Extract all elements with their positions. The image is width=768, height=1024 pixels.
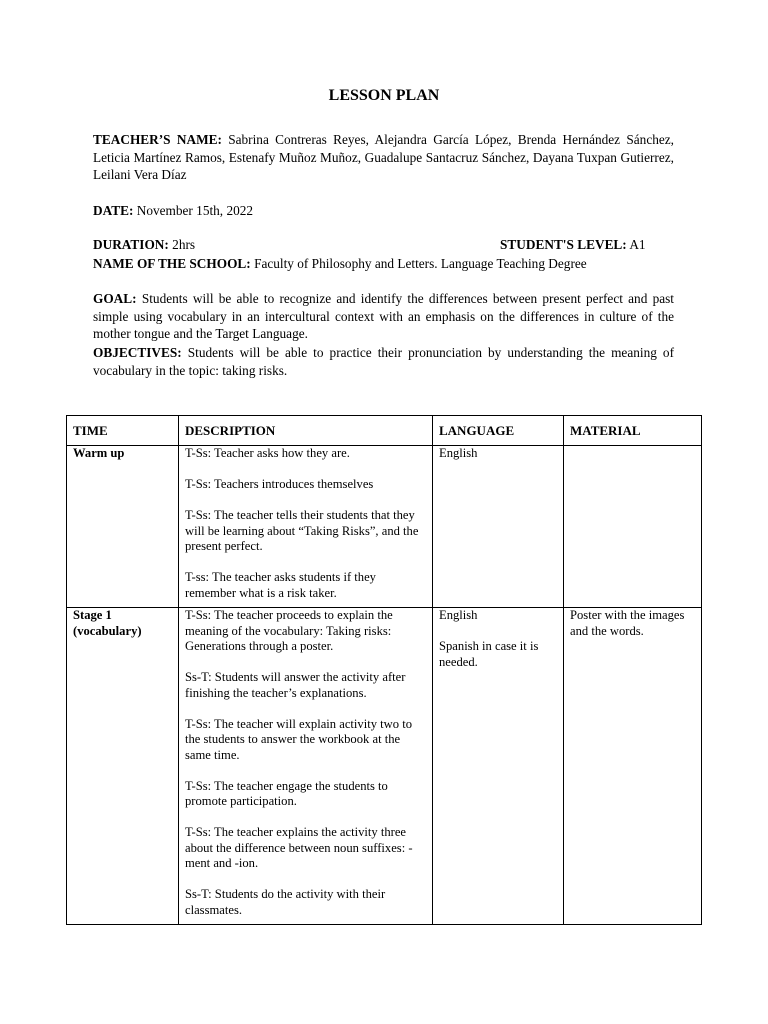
language-item: English [439, 608, 478, 622]
date-label: DATE: [93, 203, 134, 218]
date-field [93, 202, 674, 220]
description-item: T-Ss: The teacher proceeds to explain the meaning of the vocabulary: Taking risks: Generations through a poster. [185, 608, 393, 653]
goal-label: GOAL: [93, 291, 137, 306]
description-item: T-Ss: The teacher tells their students that they will be learning about “Taking Risks”, and the present perfect. [185, 508, 419, 553]
language-cell [433, 608, 564, 925]
material-cell [564, 446, 702, 608]
description-item: Ss-T: Students will answer the activity after finishing the teacher’s explanations. [185, 670, 406, 700]
student-level-value: A1 [629, 237, 646, 252]
description-item: T-Ss: Teacher asks how they are. [185, 446, 350, 460]
language-cell [433, 446, 564, 608]
lesson-plan-table [66, 415, 702, 925]
school-label: NAME OF THE SCHOOL: [93, 256, 251, 271]
table-row [67, 446, 702, 608]
objectives-label: OBJECTIVES: [93, 345, 182, 360]
description-item: T-Ss: The teacher will explain activity two to the students to answer the workbook at the same time. [185, 716, 412, 762]
goal-value: Students will be able to recognize and identify the differences between present perfect and past simple using vocabulary in an intercultural context with an emphasis on the differences in culture of the mother tongue and the Target Language. [93, 291, 674, 341]
time-cell: Stage 1 (vocabulary) [67, 608, 179, 925]
table-header-row [67, 416, 702, 446]
duration-label: DURATION: [93, 237, 169, 252]
description-item: T-Ss: The teacher explains the activity three about the difference between noun suffixes: -ment and -ion. [185, 825, 413, 870]
description-item: T-Ss: The teacher engage the students to promote participation. [185, 778, 388, 808]
description-item: T-Ss: Teachers introduces themselves [185, 477, 374, 491]
date-value: November 15th, 2022 [136, 203, 254, 218]
header-description: DESCRIPTION [179, 416, 433, 446]
teacher-name-label: TEACHER’S NAME: [93, 132, 222, 147]
school-value: Faculty of Philosophy and Letters. Language Teaching Degree [254, 256, 587, 271]
objectives-field [93, 344, 674, 379]
school-field [93, 255, 674, 273]
language-item: Spanish in case it is needed. [439, 639, 539, 669]
description-item: Ss-T: Students do the activity with their classmates. [185, 887, 386, 917]
language-item: English [439, 446, 478, 460]
student-level-field [500, 236, 646, 254]
time-cell: Warm up [67, 446, 179, 608]
header-material: MATERIAL [564, 416, 702, 446]
student-level-label: STUDENT'S LEVEL: [500, 237, 627, 252]
description-cell [179, 446, 433, 608]
description-item: T-ss: The teacher asks students if they remember what is a risk taker. [185, 570, 376, 600]
description-cell [179, 608, 433, 925]
header-time: TIME [67, 416, 179, 446]
page-title: LESSON PLAN [328, 87, 440, 104]
duration-value: 2hrs [172, 237, 196, 252]
goal-field [93, 290, 674, 343]
teacher-name-field [93, 131, 674, 184]
table-row [67, 608, 702, 925]
objectives-value: Students will be able to practice their pronunciation by understanding the meaning of vocabulary in the topic: taking risks. [93, 345, 674, 378]
material-cell: Poster with the images and the words. [564, 608, 702, 925]
teacher-name-value: Sabrina Contreras Reyes, Alejandra García López, Brenda Hernández Sánchez, Leticia Martínez Ramos, Estenafy Muñoz Muñoz, Guadalupe Santacruz Sánchez, Dayana Tuxpan Gutierrez, Leilani Vera Díaz [93, 132, 674, 182]
header-language: LANGUAGE [433, 416, 564, 446]
